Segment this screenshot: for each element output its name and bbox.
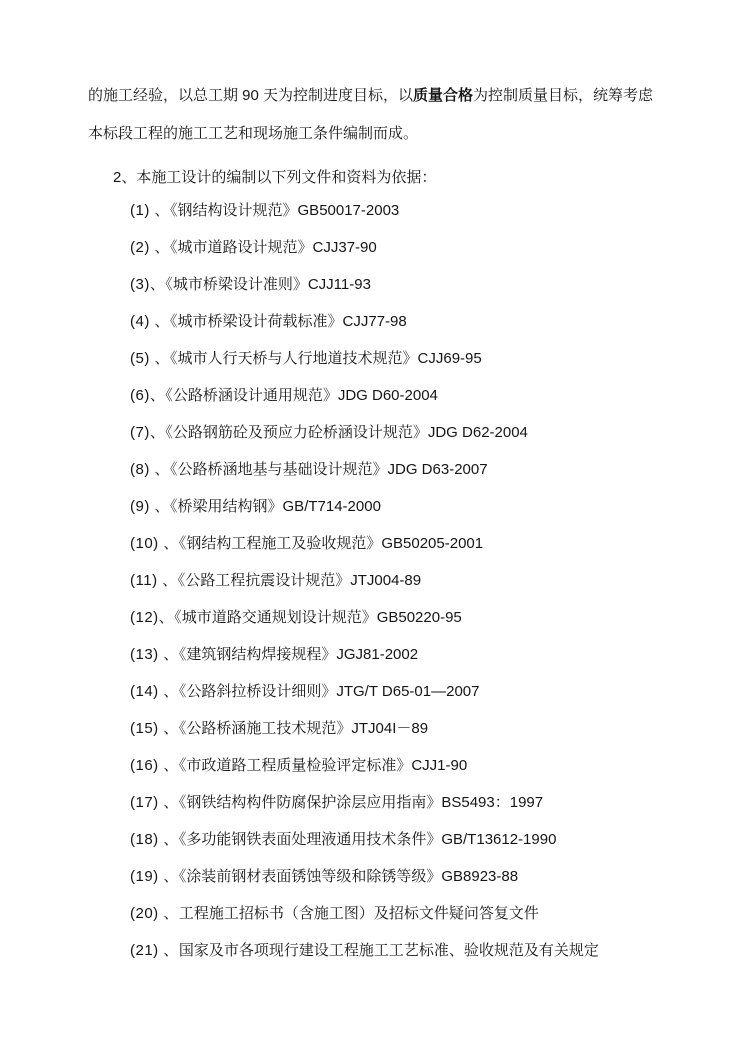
reference-item-12 <box>88 599 660 636</box>
item-text: 《城市桥梁设计准则》CJJ11-93 <box>165 276 371 293</box>
reference-item-13 <box>88 636 660 673</box>
item-text: 《公路桥涵地基与基础设计规范》JDG D63-2007 <box>170 461 488 478</box>
reference-item-9 <box>88 488 660 525</box>
section-2-heading: 2、本施工设计的编制以下列文件和资料为依据： <box>113 169 437 186</box>
item-text: 《城市道路设计规范》CJJ37-90 <box>170 239 377 256</box>
item-number: (20) 、 <box>130 905 179 922</box>
reference-item-1 <box>88 192 660 229</box>
reference-item-15 <box>88 710 660 747</box>
reference-item-3 <box>88 266 660 303</box>
reference-item-5 <box>88 340 660 377</box>
item-number: (8) 、 <box>130 461 171 478</box>
reference-item-17 <box>88 784 660 821</box>
item-text: 《公路工程抗震设计规范》JTJ004-89 <box>177 572 422 589</box>
item-text: 《城市道路交通规划设计规范》GB50220-95 <box>174 609 462 626</box>
reference-item-6 <box>88 377 660 414</box>
item-number: (15) 、 <box>130 720 179 737</box>
intro-text-after-bold: 为控制质量目标，统筹考虑本标段工程的施工工艺和现场施工条件编制而成。 <box>88 87 654 142</box>
reference-item-19 <box>88 858 660 895</box>
reference-item-8 <box>88 451 660 488</box>
item-number: (9) 、 <box>130 498 171 515</box>
item-text: 《公路钢筋砼及预应力砼桥涵设计规范》JDG D62-2004 <box>165 424 528 441</box>
item-text: 《多功能钢铁表面处理液通用技术条件》GB/T13612-1990 <box>178 831 557 848</box>
item-text: 《公路桥涵施工技术规范》JTJ04I－89 <box>178 720 429 737</box>
reference-item-20 <box>88 895 660 932</box>
item-text: 《公路斜拉桥设计细则》JTG/T D65-01—2007 <box>178 683 480 700</box>
reference-item-14 <box>88 673 660 710</box>
item-number: (21) 、 <box>130 942 179 959</box>
reference-item-18 <box>88 821 660 858</box>
item-text: 《桥梁用结构钢》GB/T714-2000 <box>170 498 381 515</box>
item-number: (13) 、 <box>130 646 179 663</box>
reference-item-16 <box>88 747 660 784</box>
item-text: 《城市人行天桥与人行地道技术规范》CJJ69-95 <box>170 350 482 367</box>
reference-item-2 <box>88 229 660 266</box>
reference-item-7 <box>88 414 660 451</box>
item-text: 《公路桥涵设计通用规范》JDG D60-2004 <box>165 387 438 404</box>
item-number: (6)、 <box>130 387 166 404</box>
item-number: (2) 、 <box>130 239 171 256</box>
item-number: (5) 、 <box>130 350 171 367</box>
item-number: (11) 、 <box>130 572 178 589</box>
reference-item-11 <box>88 562 660 599</box>
item-number: (7)、 <box>130 424 166 441</box>
reference-list <box>88 192 660 969</box>
intro-text-before-bold: 的施工经验，以总工期 90 天为控制进度目标，以 <box>88 87 414 104</box>
item-text: 《钢铁结构构件防腐保护涂层应用指南》BS5493：1997 <box>178 794 544 811</box>
reference-item-10 <box>88 525 660 562</box>
item-text: 《建筑钢结构焊接规程》JGJ81-2002 <box>178 646 419 663</box>
item-number: (16) 、 <box>130 757 179 774</box>
item-number: (10) 、 <box>130 535 179 552</box>
item-number: (1) 、 <box>130 202 171 219</box>
document-content <box>88 77 660 969</box>
reference-item-21 <box>88 932 660 969</box>
item-number: (12)、 <box>130 609 175 626</box>
item-number: (19) 、 <box>130 868 179 885</box>
item-text: 《市政道路工程质量检验评定标准》CJJ1-90 <box>178 757 468 774</box>
intro-paragraph <box>88 77 660 153</box>
item-number: (18) 、 <box>130 831 179 848</box>
item-number: (3)、 <box>130 276 166 293</box>
item-number: (17) 、 <box>130 794 179 811</box>
item-number: (4) 、 <box>130 313 171 330</box>
item-text: 《钢结构工程施工及验收规范》GB50205-2001 <box>178 535 484 552</box>
reference-item-4 <box>88 303 660 340</box>
item-text: 《钢结构设计规范》GB50017-2003 <box>170 202 400 219</box>
item-text: 工程施工招标书（含施工图）及招标文件疑问答复文件 <box>178 905 539 922</box>
item-number: (14) 、 <box>130 683 179 700</box>
item-text: 《城市桥梁设计荷载标准》CJJ77-98 <box>170 313 407 330</box>
item-text: 国家及市各项现行建设工程施工工艺标准、验收规范及有关规定 <box>178 942 599 959</box>
item-text: 《涂装前钢材表面锈蚀等级和除锈等级》GB8923-88 <box>178 868 519 885</box>
intro-bold-quality-target: 质量合格 <box>413 87 474 104</box>
